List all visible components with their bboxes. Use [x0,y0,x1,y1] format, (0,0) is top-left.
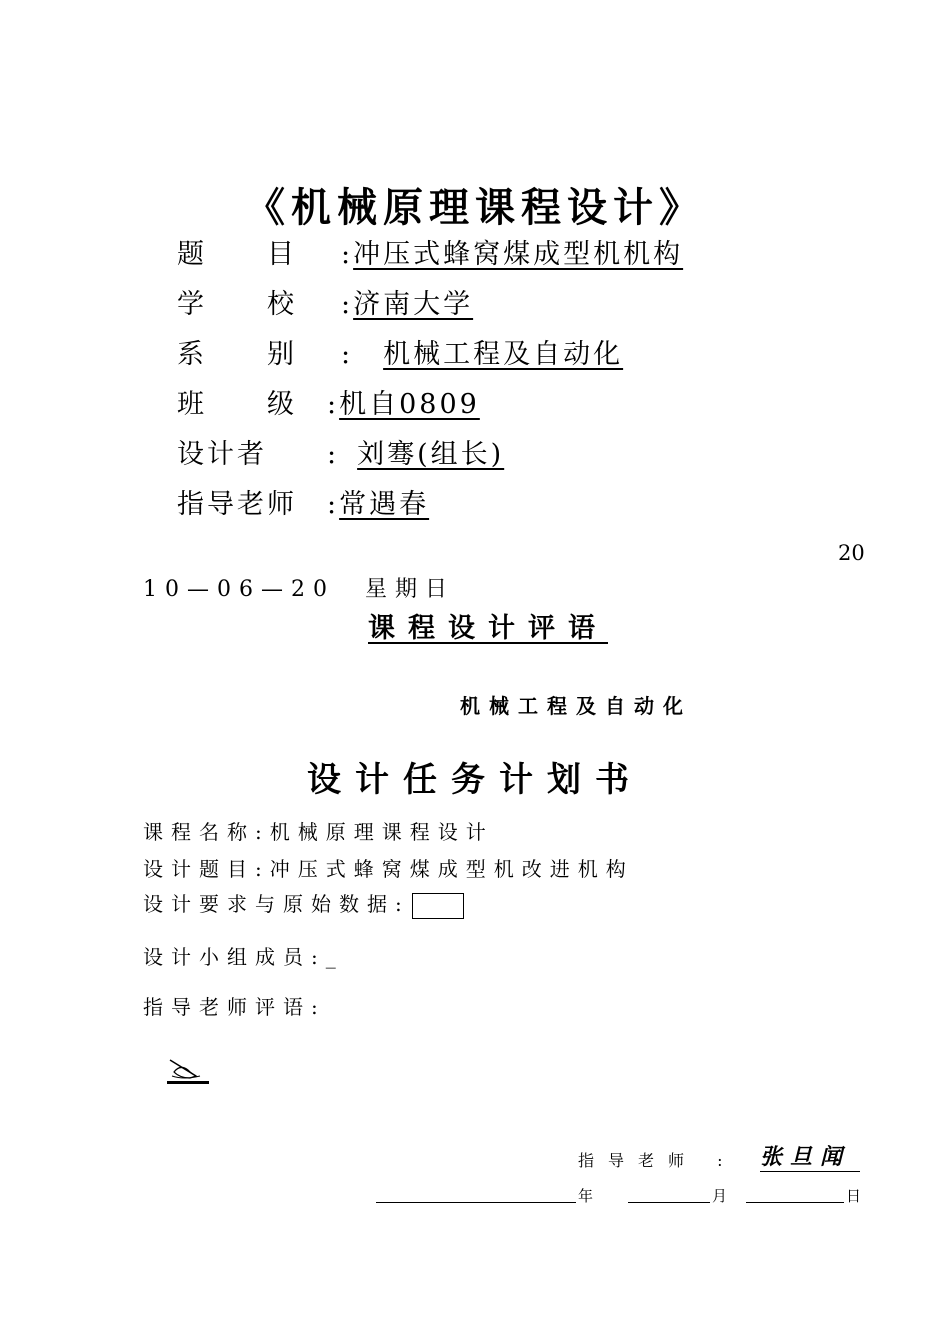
info-sep: : [327,439,340,470]
month-blank [628,1202,710,1203]
info-row-designer [177,432,504,471]
info-sep: : [341,289,354,320]
plan-label: 设计题目: [143,857,270,881]
day-blank [746,1202,844,1203]
info-row-department [177,332,623,371]
department-heading: 机械工程及自动化 [460,694,692,718]
year-label: 年 [578,1187,594,1205]
plan-label: 设计要求与原始数据: [143,892,410,916]
info-value: 刘骞(组长) [357,439,505,470]
plan-row-requirements [143,888,464,919]
plan-value: 机械原理课程设计 [269,820,494,844]
year-blank [376,1202,576,1203]
info-label: 题 目 [177,239,297,270]
info-label: 设计者 [177,439,267,470]
month-label: 月 [712,1187,728,1205]
info-label: 班 级 [177,389,297,420]
info-row-class [177,382,480,421]
info-row-school [177,282,473,321]
plan-label: 指导老师评语: [143,995,326,1019]
plan-value: 冲压式蜂窝煤成型机改进机构 [269,857,634,881]
info-sep: : [327,489,340,520]
date-year-prefix: 20 [838,541,865,565]
plan-value: _ [325,945,344,969]
writing-hand-icon [166,1054,210,1086]
document-title: 《机械原理课程设计》 [245,184,705,231]
plan-label: 设计小组成员: [143,945,326,969]
info-sep: : [327,389,340,420]
info-label: 学 校 [177,289,297,320]
info-row-advisor [177,482,429,521]
signature-name: 张旦闻 [760,1140,860,1172]
info-value: 常遇春 [339,489,430,520]
info-label: 系 别 [177,339,297,370]
signature-label: 指导老师 : [578,1151,737,1170]
day-label: 日 [846,1187,862,1205]
plan-label: 课程名称: [143,820,270,844]
info-value: 冲压式蜂窝煤成型机机构 [353,239,684,270]
info-sep: : [341,239,354,270]
plan-row-course-name [143,816,494,845]
plan-row-design-topic [143,853,634,882]
info-value: 机械工程及自动化 [383,339,624,370]
info-value: 济南大学 [353,289,474,320]
requirements-box [412,893,464,919]
info-row-topic [177,232,683,271]
plan-title: 设计任务计划书 [307,760,643,800]
info-sep: : [341,339,354,370]
date-line: 10—06—20 星期日 [143,577,455,602]
plan-row-advisor-comment [143,991,326,1020]
evaluation-title: 课程设计评语 [368,613,608,644]
info-label: 指导老师 [177,489,297,520]
info-value: 机自0809 [339,389,480,420]
plan-row-members [143,941,344,970]
